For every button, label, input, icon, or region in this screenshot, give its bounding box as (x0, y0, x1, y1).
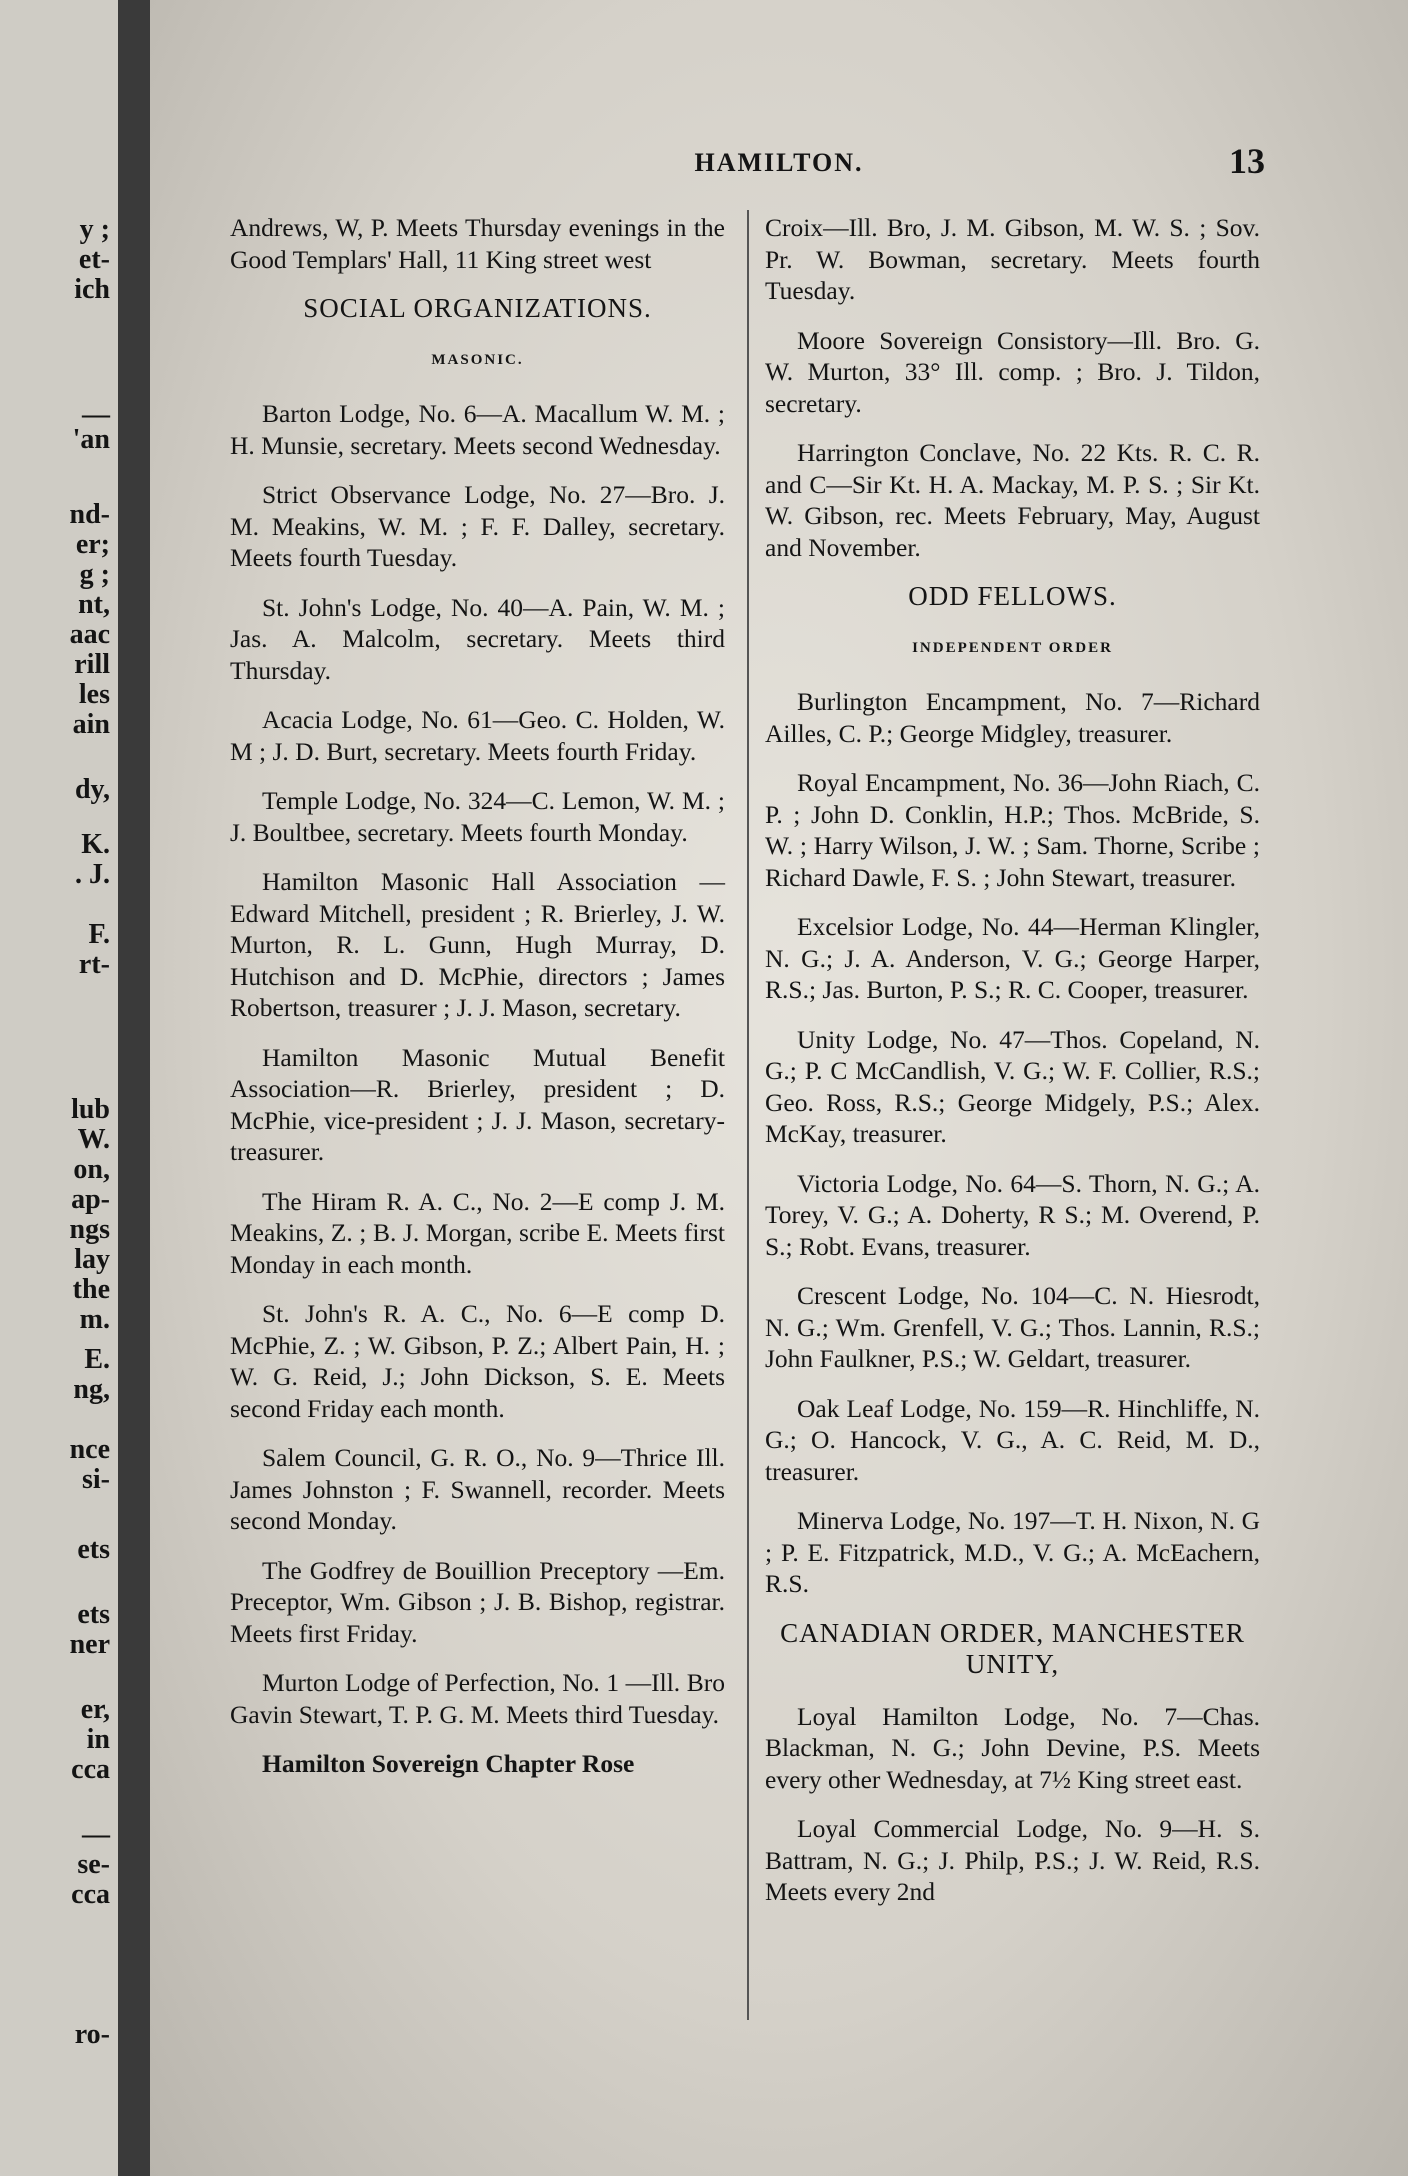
strip-fragment: cca (71, 1879, 110, 1910)
section-heading-odd-fellows: ODD FELLOWS. (908, 581, 1117, 611)
strip-fragment: rill (74, 649, 110, 680)
list-item: Victoria Lodge, No. 64—S. Thorn, N. G.; A. Torey, V. G.; A. Doherty, R S.; M. Overend, P. S.; Robt. Evans, treasurer. (765, 1168, 1260, 1261)
strip-fragment: aac (69, 619, 110, 650)
strip-fragment: er, (80, 1694, 110, 1725)
strip-fragment: in (86, 1724, 110, 1755)
list-item: The Hiram R. A. C., No. 2—E comp J. M. Meakins, Z. ; B. J. Morgan, scribe E. Meets first Monday in each month. (230, 1186, 725, 1279)
strip-fragment: ich (74, 274, 110, 305)
list-item: Loyal Hamilton Lodge, No. 7—Chas. Blackman, N. G.; John Devine, P.S. Meets every other Wednesday, at 7½ King street east. (765, 1701, 1260, 1794)
list-item: Murton Lodge of Perfection, No. 1 —Ill. Bro Gavin Stewart, T. P. G. M. Meets third Tuesday. (230, 1668, 725, 1729)
strip-fragment: W. (77, 1124, 110, 1155)
running-head: HAMILTON. (694, 148, 864, 177)
strip-fragment: rt- (78, 949, 110, 980)
strip-fragment: K. (81, 829, 110, 860)
column-divider (747, 210, 749, 2020)
list-item: Acacia Lodge, No. 61—Geo. C. Holden, W. M ; J. D. Burt, secretary. Meets fourth Friday. (230, 705, 725, 766)
list-item: Excelsior Lodge, No. 44—Herman Klingler, N. G.; J. A. Anderson, V. G.; George Harper, R.S.; Jas. Burton, P. S.; R. C. Cooper, treasurer. (765, 912, 1260, 1004)
strip-fragment: les (78, 679, 110, 710)
list-item: St. John's R. A. C., No. 6—E comp D. McPhie, Z. ; W. Gibson, P. Z.; Albert Pain, H. ; W. G. Reid, J.; John Dickson, S. E. Meets second Friday each month. (230, 1299, 725, 1423)
strip-fragment: er; (75, 529, 110, 560)
list-item: Crescent Lodge, No. 104—C. N. Hiesrodt, N. G.; Wm. Grenfell, V. G.; Thos. Lannin, R.S.; John Faulkner, P.S.; W. Geldart, treasurer. (765, 1281, 1260, 1373)
list-item: The Godfrey de Bouillion Preceptory —Em. Preceptor, Wm. Gibson ; J. B. Bishop, registrar. Meets first Friday. (230, 1555, 725, 1648)
list-item: Burlington Encampment, No. 7—Richard Ailles, C. P.; George Midgley, treasurer. (765, 687, 1260, 748)
section-heading-manchester-unity: CANADIAN ORDER, MANCHESTER UNITY, (780, 1617, 1245, 1679)
strip-fragment: ngs (69, 1214, 110, 1245)
strip-fragment: lub (71, 1094, 110, 1125)
strip-fragment: ain (72, 709, 110, 740)
strip-fragment: — (82, 1819, 110, 1850)
list-item: Hamilton Masonic Mutual Benefit Association—R. Brierley, president ; D. McPhie, vice-president ; J. J. Mason, secretary-treasurer. (230, 1042, 725, 1166)
strip-fragment: on, (73, 1154, 110, 1185)
subheading-masonic: MASONIC. (431, 351, 524, 368)
page-gutter (118, 0, 150, 2176)
list-item: Strict Observance Lodge, No. 27—Bro. J. M. Meakins, W. M. ; F. F. Dalley, secretary. Meets fourth Tuesday. (230, 480, 725, 572)
strip-fragment: ner (69, 1629, 110, 1660)
list-item: Oak Leaf Lodge, No. 159—R. Hinchliffe, N. G.; O. Hancock, V. G., A. C. Reid, M. D., treasurer. (765, 1393, 1260, 1486)
page-number: 13 (1229, 141, 1265, 181)
strip-fragment: dy, (74, 774, 110, 805)
adjacent-page-strip (0, 0, 118, 2176)
book-page (150, 0, 1408, 2176)
strip-fragment: si- (82, 1464, 110, 1495)
continued-entry: Croix—Ill. Bro, J. M. Gibson, M. W. S. ; Sov. Pr. W. Bowman, secretary. Meets fourth Tuesday. (765, 213, 1260, 305)
list-item: Minerva Lodge, No. 197—T. H. Nixon, N. G ; P. E. Fitzpatrick, M.D., V. G.; A. McEachern, R.S. (765, 1506, 1260, 1598)
right-column (765, 212, 1260, 1926)
strip-fragment: ro- (74, 2019, 110, 2050)
strip-fragment: m. (79, 1304, 110, 1335)
strip-fragment: ng, (73, 1374, 110, 1405)
strip-fragment: F. (88, 919, 110, 950)
strip-fragment: cca (71, 1754, 110, 1785)
strip-fragment: 'an (72, 424, 110, 455)
list-item: Moore Sovereign Consistory—Ill. Bro. G. W. Murton, 33° Ill. comp. ; Bro. J. Tildon, secretary. (765, 325, 1260, 418)
strip-fragment: nce (69, 1434, 110, 1465)
strip-fragment: ap- (71, 1184, 110, 1215)
strip-fragment: nd- (69, 499, 110, 530)
strip-fragment: — (82, 399, 110, 430)
list-item: Royal Encampment, No. 36—John Riach, C. P. ; John D. Conklin, H.P.; Thos. McBride, S. W. ; Harry Wilson, J. W. ; Sam. Thorne, Scribe ; Richard Dawle, F. S. ; John Stewart, treasurer. (765, 768, 1260, 892)
continued-entry: Andrews, W, P. Meets Thursday evenings in the Good Templars' Hall, 11 King street west (230, 213, 725, 274)
list-item: Salem Council, G. R. O., No. 9—Thrice Ill. James Johnston ; F. Swannell, recorder. Meets second Monday. (230, 1443, 725, 1535)
strip-fragment: E. (84, 1344, 110, 1375)
list-item: St. John's Lodge, No. 40—A. Pain, W. M. ; Jas. A. Malcolm, secretary. Meets third Thursday. (230, 592, 725, 685)
list-item: Temple Lodge, No. 324—C. Lemon, W. M. ; J. Boultbee, secretary. Meets fourth Monday. (230, 786, 725, 847)
list-item: Loyal Commercial Lodge, No. 9—H. S. Battram, N. G.; J. Philp, P.S.; J. W. Reid, R.S. Meets every 2nd (765, 1814, 1260, 1906)
strip-fragment: se- (77, 1849, 110, 1880)
strip-fragment: y ; (79, 214, 110, 245)
list-item: Hamilton Sovereign Chapter Rose (262, 1749, 635, 1778)
strip-fragment: ets (77, 1599, 110, 1630)
list-item: Barton Lodge, No. 6—A. Macallum W. M. ; H. Munsie, secretary. Meets second Wednesday. (230, 399, 725, 460)
section-heading-social: SOCIAL ORGANIZATIONS. (303, 293, 652, 323)
strip-fragment: nt, (78, 589, 110, 620)
strip-fragment: et- (78, 244, 110, 275)
strip-fragment: g ; (79, 559, 110, 590)
list-item: Hamilton Masonic Hall Association —Edward Mitchell, president ; R. Brierley, J. W. Murton, R. L. Gunn, Hugh Murray, D. Hutchison and D. McPhie, directors ; James Robertson, treasurer ; J. J. Mason, secretary. (230, 867, 725, 1022)
strip-fragment: lay (74, 1244, 110, 1275)
list-item: Unity Lodge, No. 47—Thos. Copeland, N. G.; P. C McCandlish, V. G.; W. F. Collier, R.S.; Geo. Ross, R.S.; George Midgely, P.S.; Alex. McKay, treasurer. (765, 1024, 1260, 1148)
strip-fragment: . J. (75, 859, 110, 890)
list-item: Harrington Conclave, No. 22 Kts. R. C. R. and C—Sir Kt. H. A. Mackay, M. P. S. ; Sir Kt. W. Gibson, rec. Meets February, May, August and November. (765, 438, 1260, 562)
strip-fragment: the (72, 1274, 110, 1305)
left-column (230, 212, 725, 1798)
subheading-independent-order: INDEPENDENT ORDER (912, 639, 1113, 656)
strip-fragment: ets (77, 1534, 110, 1565)
